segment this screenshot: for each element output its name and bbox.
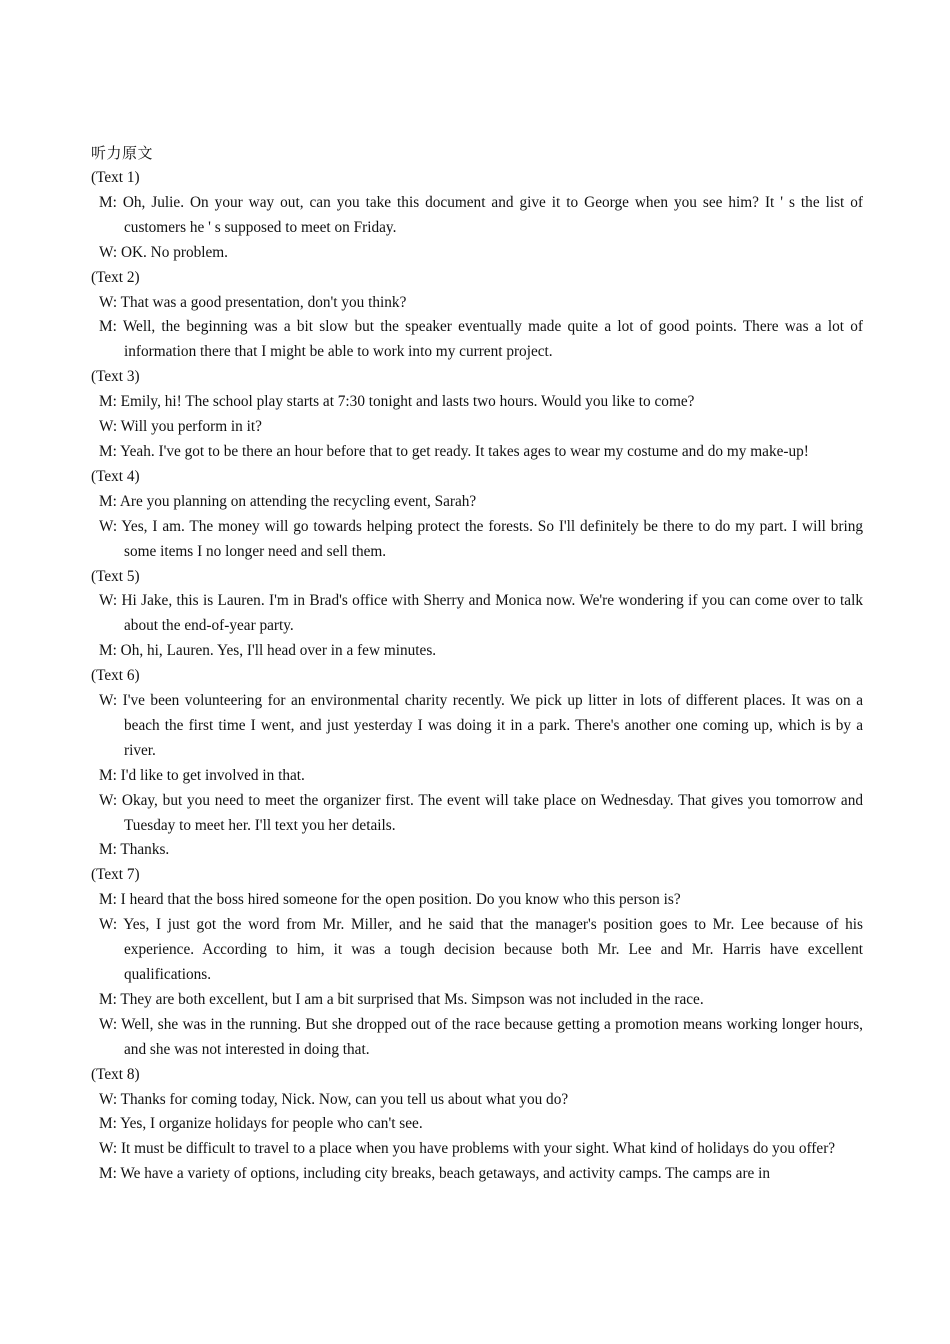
dialogue-line: M: Well, the beginning was a bit slow but the speaker eventually made quite a lot of good points. There was a lot of information there that I might be able to work into my current project.	[99, 318, 863, 361]
text-section-4	[91, 465, 863, 565]
document-title: 听力原文	[91, 144, 154, 162]
dialogue-line: M: Emily, hi! The school play starts at 7:30 tonight and lasts two hours. Would you like to come?	[99, 393, 695, 411]
dialogue-line: M: We have a variety of options, including city breaks, beach getaways, and activity camps. The camps are in	[99, 1165, 771, 1183]
dialogue-line: W: Hi Jake, this is Lauren. I'm in Brad's office with Sherry and Monica now. We're wondering if you can come over to talk about the end-of-year party.	[99, 592, 863, 635]
dialogue-line: W: Will you perform in it?	[99, 418, 262, 436]
section-label: (Text 7)	[91, 866, 140, 884]
transcript-body	[91, 166, 863, 1187]
section-label: (Text 1)	[91, 169, 140, 186]
text-section-5	[91, 565, 863, 665]
dialogue-line: M: Are you planning on attending the recycling event, Sarah?	[99, 492, 477, 510]
text-section-2	[91, 266, 863, 366]
dialogue-line: M: They are both excellent, but I am a bit surprised that Ms. Simpson was not included in the race.	[99, 990, 704, 1008]
dialogue-line: W: It must be difficult to travel to a place when you have problems with your sight. What kind of holidays do you offer?	[99, 1140, 836, 1158]
dialogue-line: M: Oh, hi, Lauren. Yes, I'll head over in a few minutes.	[99, 642, 437, 660]
dialogue-line: M: Yes, I organize holidays for people who can't see.	[99, 1115, 423, 1133]
dialogue-line: W: I've been volunteering for an environmental charity recently. We pick up litter in lots of different places. It was on a beach the first time I went, and just yesterday I was doing it in a park. There's another one coming up, which is by a river.	[99, 692, 863, 759]
section-label: (Text 2)	[91, 268, 140, 286]
section-label: (Text 4)	[91, 467, 140, 485]
dialogue-line: M: Yeah. I've got to be there an hour before that to get ready. It takes ages to wear my costume and do my make-up!	[99, 442, 809, 460]
text-section-7	[91, 863, 863, 1062]
dialogue-line: W: OK. No problem.	[99, 243, 229, 261]
dialogue-line: M: Thanks.	[99, 841, 170, 859]
text-section-6	[91, 664, 863, 863]
dialogue-line: W: Yes, I just got the word from Mr. Miller, and he said that the manager's position goes to Mr. Lee because of his experience. According to him, it was a tough decision because both Mr. Lee and Mr. Harris have excellent qualifications.	[99, 916, 863, 983]
section-label: (Text 3)	[91, 368, 140, 386]
text-section-3	[91, 365, 863, 465]
section-label: (Text 8)	[91, 1065, 140, 1083]
dialogue-line: M: I'd like to get involved in that.	[99, 766, 305, 784]
section-label: (Text 5)	[91, 567, 140, 585]
dialogue-line: W: Okay, but you need to meet the organizer first. The event will take place on Wednesday. That gives you tomorrow and Tuesday to meet her. I'll text you her details.	[99, 791, 863, 834]
dialogue-line: W: Thanks for coming today, Nick. Now, can you tell us about what you do?	[99, 1090, 569, 1108]
dialogue-line: M: Oh, Julie. On your way out, can you take this document and give it to George when you see him? It ' s the list of customers he ' s supposed to meet on Friday.	[99, 193, 863, 236]
text-section-1	[91, 166, 863, 266]
dialogue-line: W: Yes, I am. The money will go towards helping protect the forests. So I'll definitely be there to do my part. I will bring some items I no longer need and sell them.	[99, 517, 863, 560]
section-label: (Text 6)	[91, 667, 140, 685]
text-section-8	[91, 1063, 863, 1188]
dialogue-line: M: I heard that the boss hired someone for the open position. Do you know who this person is?	[99, 891, 681, 909]
dialogue-line: W: That was a good presentation, don't you think?	[99, 293, 407, 311]
dialogue-line: W: Well, she was in the running. But she dropped out of the race because getting a promotion means working longer hours, and she was not interested in doing that.	[99, 1015, 863, 1058]
